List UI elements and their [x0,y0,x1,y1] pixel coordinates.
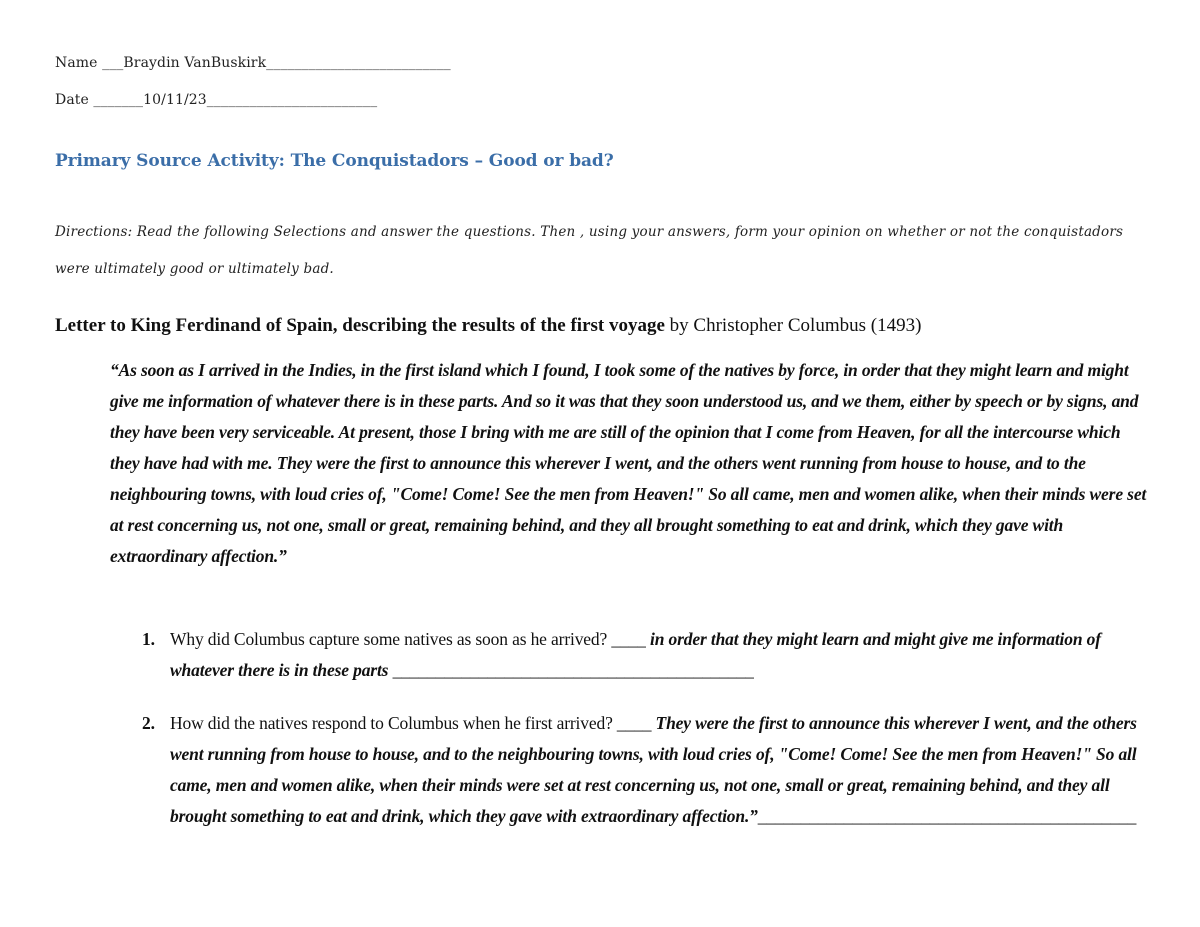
source-heading [55,315,921,337]
source-heading-title: Letter to King Ferdinand of Spain, describing the results of the first voyage [55,315,665,336]
name-field: Name ___Braydin VanBuskirk__________________________ [55,55,451,71]
question-item [142,624,1145,686]
question-answer: They were the first to announce this wherever I went, and the others went running from house to house, and to the neighbouring towns, with loud cries of, "Come! Come! See the men from Heaven!" So all came, men and women alike, when their minds were set at rest concerning us, not one, small or great, remaining behind, and they all brought something to eat and drink, which they gave with extraordinary affection.” [170,713,1137,826]
page-title: Primary Source Activity: The Conquistadors – Good or bad? [55,151,614,171]
date-field: Date _______10/11/23________________________ [55,92,378,108]
answer-blank: __________________________________________ [388,660,754,680]
question-number: 1. [142,629,155,649]
source-quote: “As soon as I arrived in the Indies, in the first island which I found, I took some of the natives by force, in order that they might learn and might give me information of whatever there is in these parts. And so it was that they soon understood us, and we them, either by speech or by signs, and they have been very serviceable. At present, those I bring with me are still of the opinion that I come from Heaven, for all the intercourse which they have had with me. They were the first to announce this wherever I went, and the others went running from house to house, and to the neighbouring towns, with loud cries of, "Come! Come! See the men from Heaven!" So all came, men and women alike, when their minds were set at rest concerning us, not one, small or great, remaining behind, and they all brought something to eat and drink, which they gave with extraordinary affection.” [110,360,1147,566]
question-item [142,708,1145,832]
source-heading-author: by Christopher Columbus (1493) [664,315,922,336]
question-number: 2. [142,713,155,733]
directions-text: Directions: Read the following Selections and answer the questions. Then , using your answers, form your opinion on whether or not the conquistadors were ultimately good or ultimately bad. [55,224,1124,277]
question-list [0,624,1200,832]
answer-blank: ____________________________________________ [757,806,1137,826]
question-answer: in order that they might learn and might give me information of whatever there is in these parts [170,629,1101,680]
question-prompt: Why did Columbus capture some natives as soon as he arrived? ____ [170,629,650,649]
question-prompt: How did the natives respond to Columbus when he first arrived? ____ [170,713,656,733]
